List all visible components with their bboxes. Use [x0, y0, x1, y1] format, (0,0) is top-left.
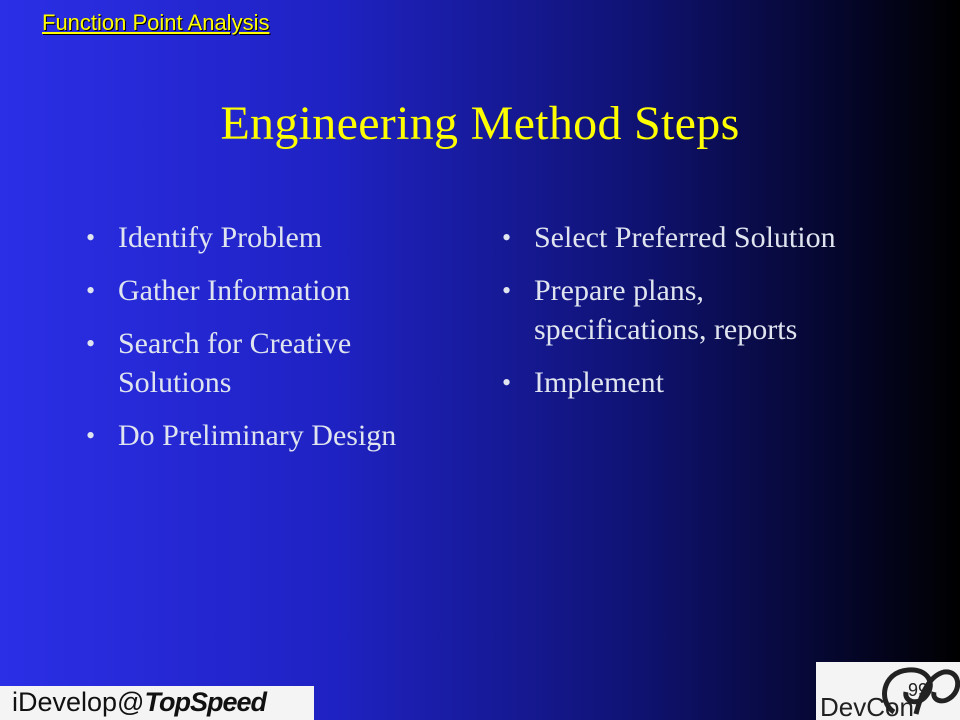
- devcon-number: 99: [908, 680, 929, 700]
- bullet-text: Search for Creative Solutions: [118, 327, 352, 399]
- devcon-text: DevCon: [820, 692, 914, 720]
- bullet-icon: •: [502, 223, 512, 252]
- bullet-icon: •: [86, 276, 96, 305]
- bullet-text: Gather Information: [118, 274, 351, 307]
- list-item: [502, 271, 882, 349]
- bullet-text: Do Preliminary Design: [118, 419, 397, 452]
- function-point-analysis-link[interactable]: Function Point Analysis: [42, 10, 270, 35]
- left-bullet-list: [86, 218, 416, 469]
- bullet-text: Prepare plans, specifications, reports: [534, 274, 798, 346]
- bullet-icon: •: [502, 368, 512, 397]
- slide-title: Engineering Method Steps: [220, 97, 740, 150]
- list-item: [86, 416, 416, 455]
- bullet-icon: •: [502, 276, 512, 305]
- list-item: [86, 324, 416, 402]
- list-item: [86, 218, 416, 257]
- bullet-icon: •: [86, 223, 96, 252]
- list-item: [502, 218, 882, 257]
- right-bullet-list: [502, 218, 882, 416]
- bullet-text: Select Preferred Solution: [534, 221, 836, 254]
- bullet-text: Implement: [534, 366, 664, 399]
- bullet-icon: •: [86, 421, 96, 450]
- logo-prefix: iDevelop@: [12, 687, 145, 717]
- list-item: [502, 363, 882, 402]
- logo-text: [12, 687, 266, 718]
- bullet-text: Identify Problem: [118, 221, 323, 254]
- list-item: [86, 271, 416, 310]
- devcon-logo: [816, 662, 960, 720]
- bullet-icon: •: [86, 329, 96, 358]
- idevelop-topspeed-logo: [0, 686, 314, 720]
- logo-accent: TopSpeed: [144, 687, 266, 717]
